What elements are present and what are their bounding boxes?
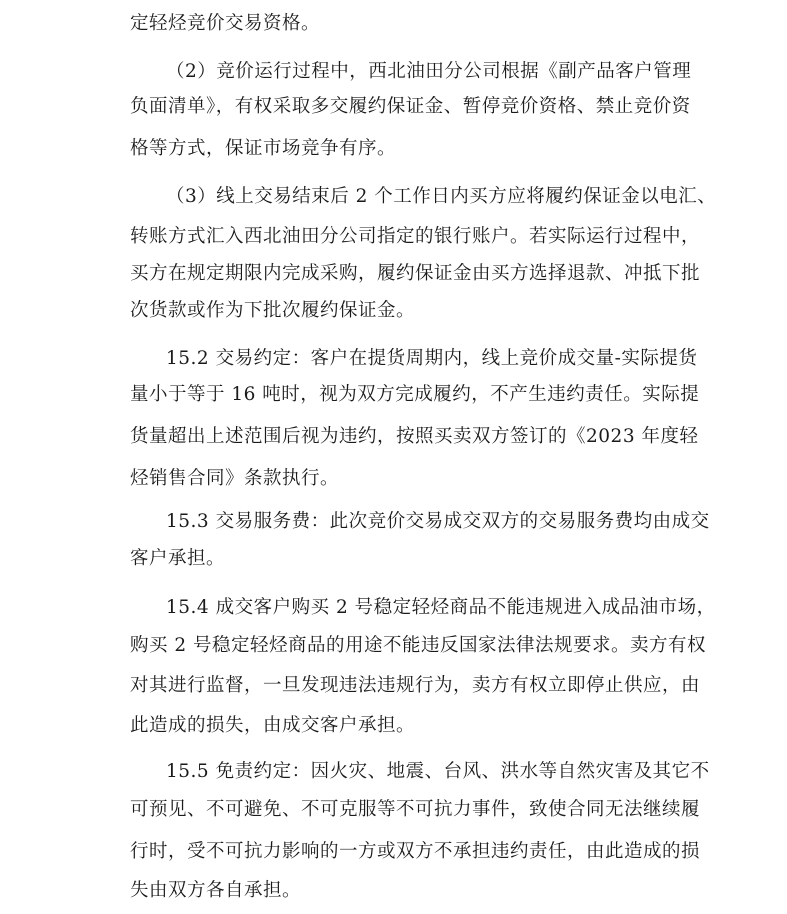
text-line: 失由双方各自承担。 — [130, 880, 302, 901]
text-line: 行时，受不可抗力影响的一方或双方不承担违约责任，由此造成的损 — [130, 841, 701, 862]
text-line: 可预见、不可避免、不可克服等不可抗力事件，致使合同无法继续履 — [130, 799, 701, 820]
section-15-4-line: 15.4 成交客户购买 2 号稳定轻烃商品不能违规进入成品油市场， — [166, 597, 716, 618]
section-15-2-line: 15.2 交易约定：客户在提货周期内，线上竞价成交量-实际提货 — [166, 348, 698, 369]
section-15-5-line: 15.5 免责约定：因火灾、地震、台风、洪水等自然灾害及其它不 — [166, 761, 710, 782]
text-line: 转账方式汇入西北油田分公司指定的银行账户。若实际运行过程中， — [130, 226, 701, 247]
text-line: 定轻烃竞价交易资格。 — [130, 13, 321, 34]
text-line: 量小于等于 16 吨时，视为双方完成履约，不产生违约责任。实际提 — [130, 384, 700, 405]
text-line: 客户承担。 — [130, 548, 226, 569]
text-line: 购买 2 号稳定轻烃商品的用途不能违反国家法律法规要求。卖方有权 — [130, 635, 707, 656]
text-line: 次货款或作为下批次履约保证金。 — [130, 300, 416, 321]
text-line: 货量超出上述范围后视为违约，按照买卖双方签订的《2023 年度轻 — [130, 426, 699, 447]
text-line: 负面清单》，有权采取多交履约保证金、暂停竞价资格、禁止竞价资 — [130, 96, 691, 117]
paragraph-3-line: （3）线上交易结束后 2 个工作日内买方应将履约保证金以电汇、 — [166, 186, 717, 207]
paragraph-2-line: （2）竞价运行过程中，西北油田分公司根据《副产品客户管理 — [166, 61, 692, 82]
text-line: 烃销售合同》条款执行。 — [130, 468, 340, 489]
text-line: 买方在规定期限内完成采购，履约保证金由买方选择退款、冲抵下批 — [130, 263, 701, 284]
text-line: 此造成的损失，由成交客户承担。 — [130, 715, 416, 736]
text-line: 对其进行监督，一旦发现违法违规行为，卖方有权立即停止供应，由 — [130, 675, 701, 696]
section-15-3-line: 15.3 交易服务费：此次竞价交易成交双方的交易服务费均由成交 — [166, 511, 710, 532]
text-line: 格等方式，保证市场竞争有序。 — [130, 138, 397, 159]
